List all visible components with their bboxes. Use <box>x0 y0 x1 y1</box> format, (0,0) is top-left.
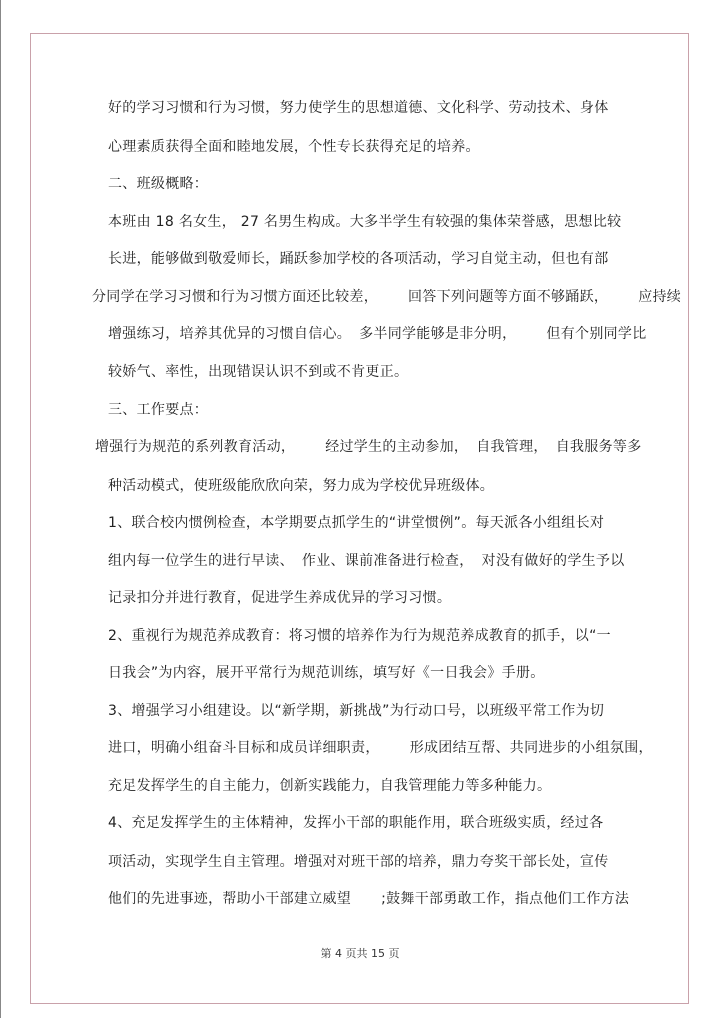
text-line <box>108 401 208 419</box>
text-segment: 增强练习，培养其优异的习惯自信心。 <box>108 326 352 342</box>
text-segment: 增强行为规范的系列教育活动， <box>95 439 296 455</box>
page-edge <box>0 0 1 1018</box>
text-segment: 充足发挥学生的自主能力，创新实践能力，自我管理能力等多种能力。 <box>108 778 552 794</box>
text-line <box>108 627 611 645</box>
text-segment: 种活动模式，使班级能欣欣向荣，努力成为学校优异班级体。 <box>108 478 495 494</box>
text-line <box>108 777 551 795</box>
text-segment: 但有个别同学比 <box>546 326 647 342</box>
text-segment: 他们的先进事迹，帮助小干部建立威望 <box>108 891 352 907</box>
text-segment: 1、联合校内惯例检查，本学期要点抓学生的“讲堂惯例”。每天派各小组组长对 <box>108 515 605 531</box>
text-segment: 进口，明确小组奋斗目标和成员详细职责， <box>108 740 380 756</box>
text-line <box>108 514 604 532</box>
text-line <box>108 175 208 193</box>
text-segment: 经过学生的主动参加， <box>325 439 469 455</box>
text-segment: 3、增强学习小组建设。以“新学期，新挑战”为行动口号，以班级平常工作为切 <box>108 703 605 719</box>
text-line <box>108 552 625 570</box>
text-line <box>108 814 603 832</box>
text-line <box>95 438 642 456</box>
text-segment: 记录扣分并进行教育，促进学生养成优异的学习习惯。 <box>108 590 452 606</box>
text-line <box>108 664 545 682</box>
text-segment: 较娇气、率性，出现错误认识不到或不肯更正。 <box>108 364 409 380</box>
text-line <box>92 288 681 306</box>
text-segment: 自我服务等多 <box>555 439 642 455</box>
text-segment: 作业、课前准备进行检查， <box>301 553 474 569</box>
text-line <box>108 99 609 117</box>
text-segment: 回答下列问题等方面不够踊跃， <box>408 289 609 305</box>
text-segment: 4、充足发挥学生的主体精神，发挥小干部的职能作用，联合班级实质，经过各 <box>108 815 604 831</box>
text-segment: 二、班级概略： <box>108 176 209 192</box>
text-line <box>108 739 653 757</box>
text-segment: 分同学在学习习惯和行为习惯方面还比较差， <box>92 289 378 305</box>
text-segment: 应持续 <box>638 289 682 305</box>
text-segment: 心理素质获得全面和睦地发展，个性专长获得充足的培养。 <box>108 139 480 155</box>
text-segment: 对没有做好的学生予以 <box>481 553 625 569</box>
text-segment: 项活动，实现学生自主管理。增强对对班干部的培养，鼎力夸奖干部长处，宣传 <box>108 854 609 870</box>
text-segment: 好的学习习惯和行为习惯，努力使学生的思想道德、文化科学、劳动技术、身体 <box>108 100 609 116</box>
text-segment: ;鼓舞干部勇敢工作，指点他们工作方法 <box>381 891 630 907</box>
text-line <box>108 702 604 720</box>
text-segment: 三、工作要点： <box>108 402 209 418</box>
text-line <box>108 213 621 231</box>
text-segment: 日我会”为内容，展开平常行为规范训练，填写好《一日我会》手册。 <box>108 665 545 681</box>
text-segment: 长进，能够做到敬爱师长，踊跃参加学校的各项活动，学习自觉主动，但也有部 <box>108 251 609 267</box>
text-segment: 自我管理， <box>476 439 548 455</box>
text-line <box>108 890 629 908</box>
page-footer: 第 4 页共 15 页 <box>320 947 400 960</box>
text-line <box>108 250 609 268</box>
text-segment: 形成团结互帮、共同进步的小组氛围， <box>409 740 653 756</box>
text-segment: 2、重视行为规范养成教育：将习惯的培养作为行为规范养成教育的抓手，以“一 <box>108 628 611 644</box>
text-line <box>108 853 609 871</box>
text-line <box>108 477 494 495</box>
text-segment: 多半同学能够是非分明， <box>359 326 517 342</box>
text-segment: 本班由 18 名女生， 27 名男生构成。大多半学生有较强的集体荣誉感，思想比较 <box>108 214 622 230</box>
text-segment: 组内每一位学生的进行早读、 <box>108 553 294 569</box>
text-line <box>108 589 451 607</box>
text-line <box>108 138 480 156</box>
text-line <box>108 363 408 381</box>
text-line <box>108 325 647 343</box>
